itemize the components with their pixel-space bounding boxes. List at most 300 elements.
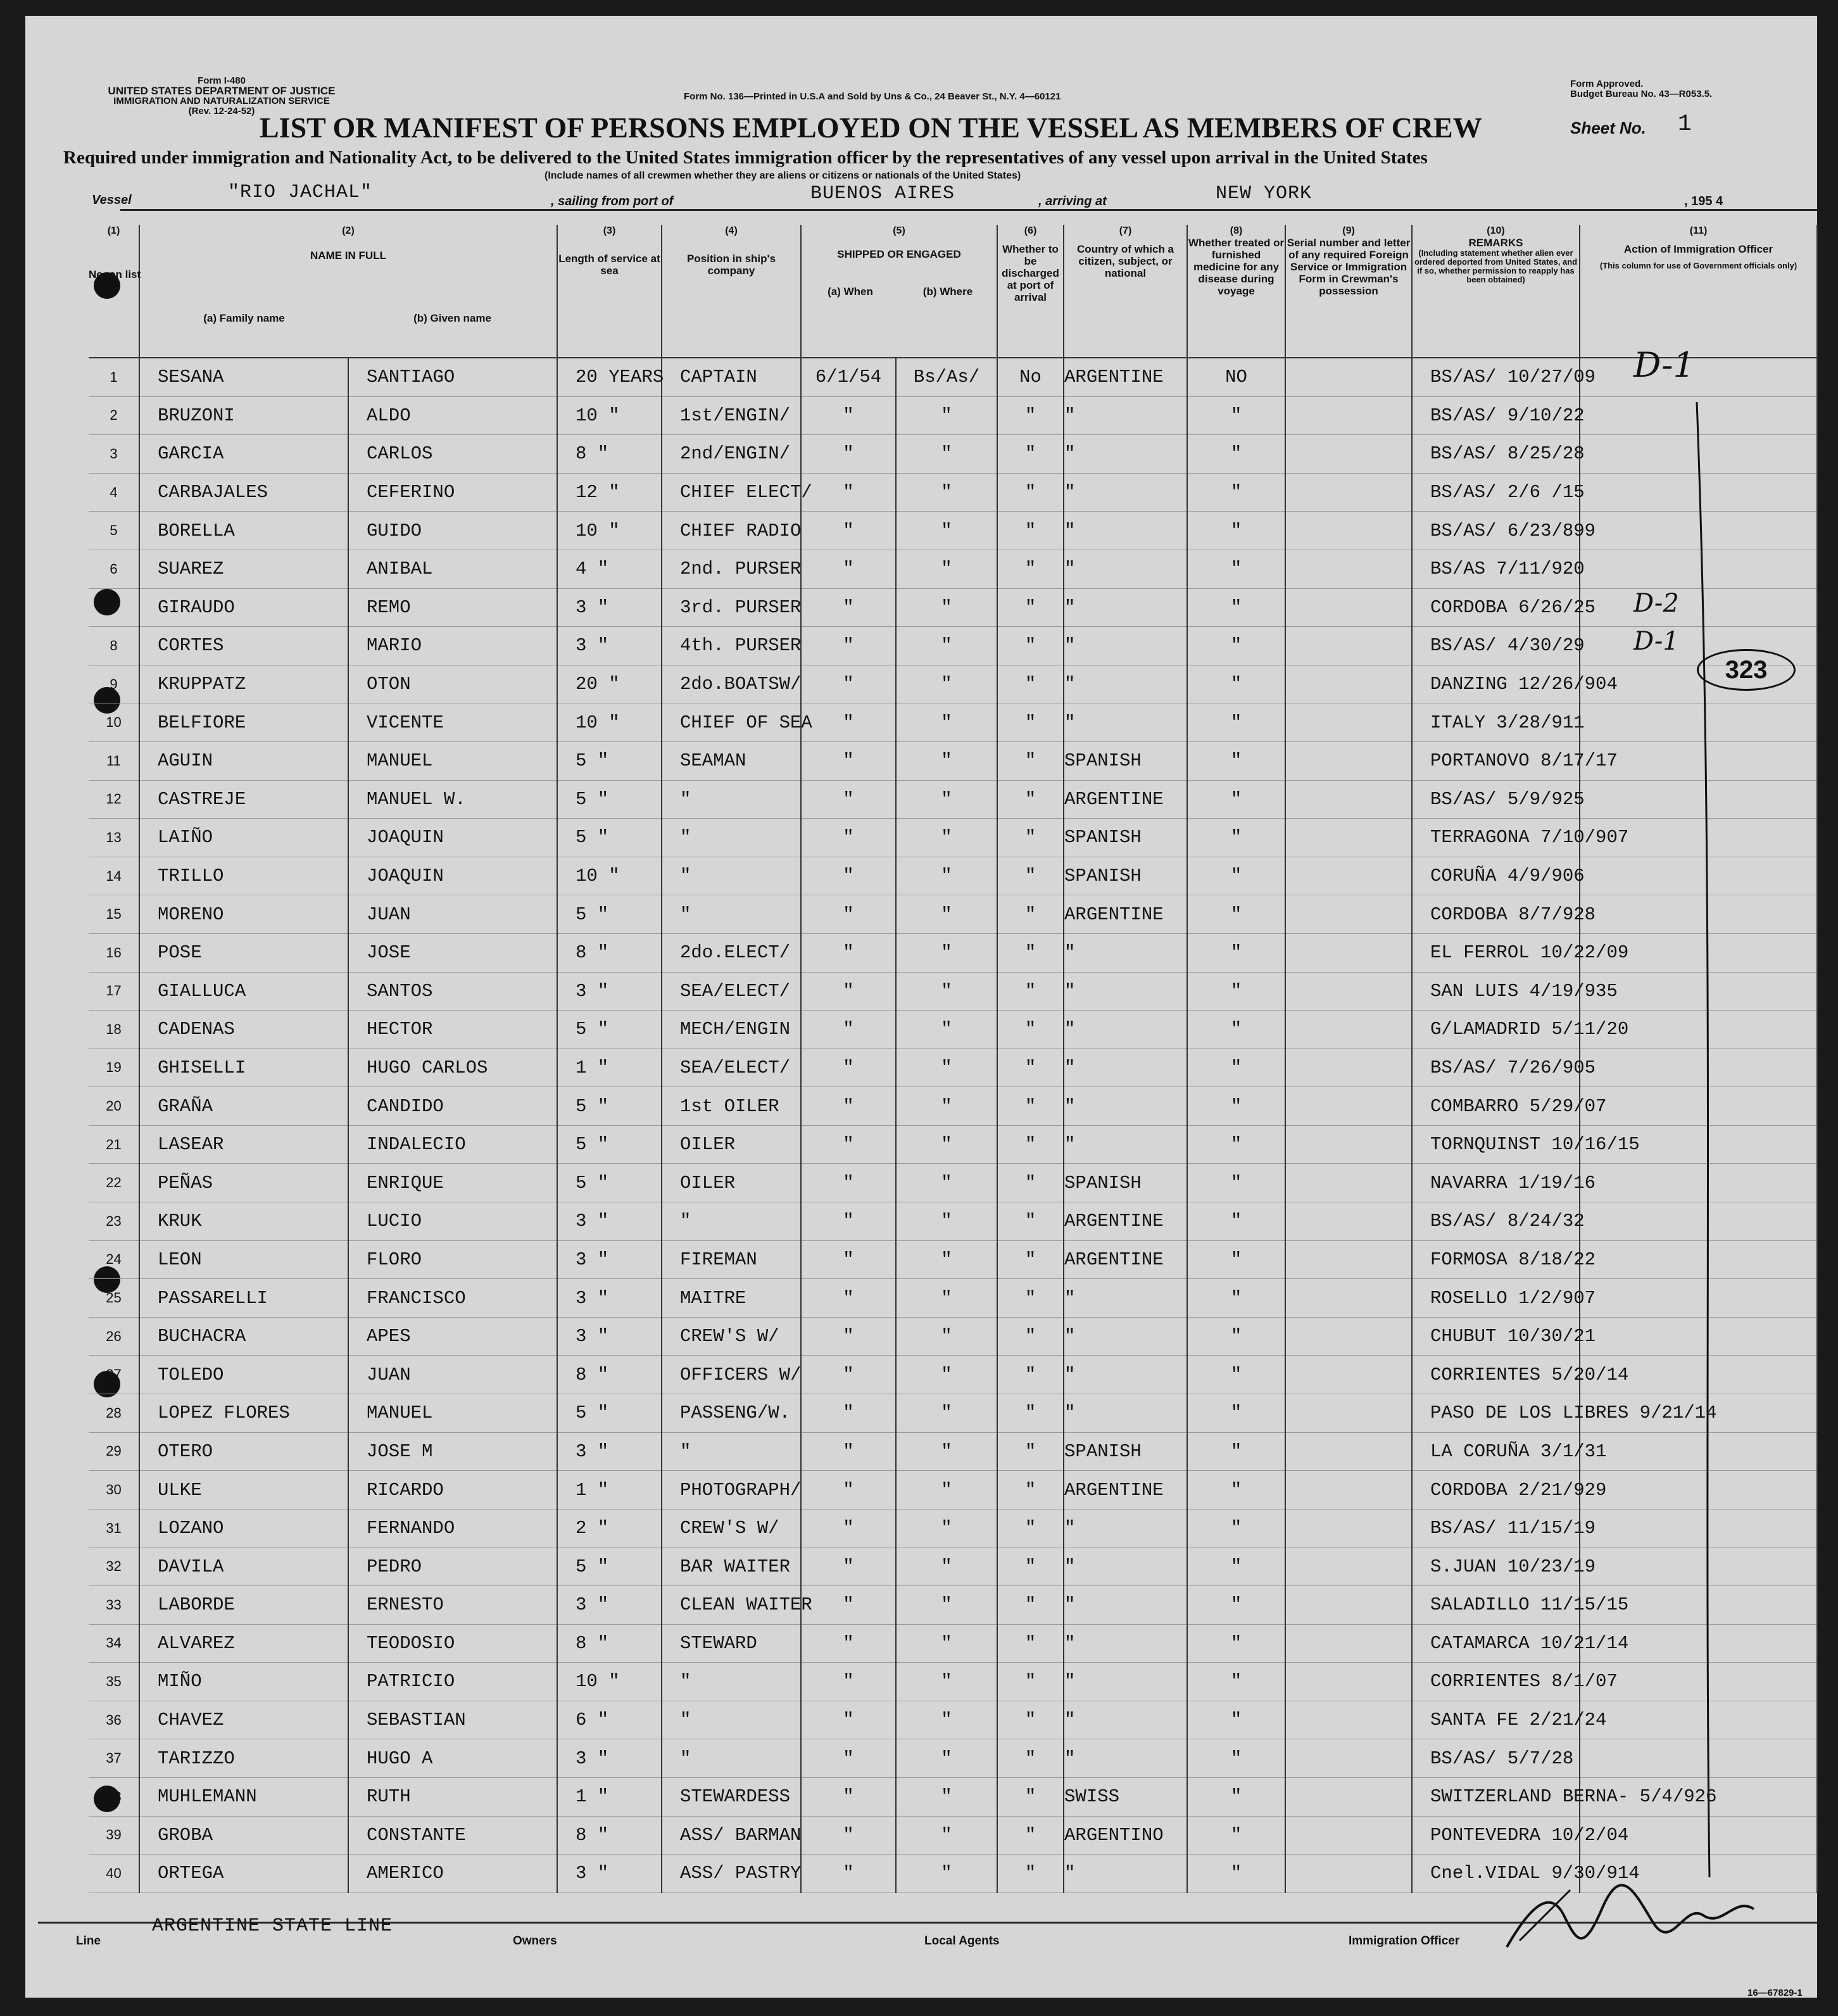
given-name: TEODOSIO [348,1624,557,1663]
table-row [89,1279,1817,1318]
discharged: " [997,1739,1064,1778]
table-row [89,1394,1817,1433]
serial-number [1285,1202,1412,1241]
remarks: BS/AS/ 7/26/905 [1412,1049,1580,1087]
serial-number [1285,1739,1412,1778]
serial-number [1285,665,1412,703]
sailing-label: , sailing from port of [551,194,674,208]
medicine: " [1187,972,1285,1011]
length-of-service: 5 " [557,1125,662,1164]
medicine: " [1187,1394,1285,1433]
shipped-when: " [801,1087,896,1126]
when-header: (a) When [828,286,873,298]
table-row [89,933,1817,972]
medicine: " [1187,1279,1285,1318]
given-name: HUGO CARLOS [348,1049,557,1087]
shipped-when: " [801,1855,896,1893]
country: " [1064,512,1187,550]
remarks: PASO DE LOS LIBRES 9/21/14 [1412,1394,1580,1433]
table-row [89,1663,1817,1701]
discharged: " [997,396,1064,435]
discharged: " [997,550,1064,588]
table-row [89,1317,1817,1356]
length-of-service: 6 " [557,1701,662,1739]
position: PHOTOGRAPH/ [662,1471,801,1509]
row-number: 11 [89,741,139,780]
discharged: " [997,1240,1064,1279]
shipped-where: " [896,895,997,934]
remarks: PONTEVEDRA 10/2/04 [1412,1816,1580,1855]
length-of-service: 8 " [557,435,662,474]
position: CHIEF ELECT/ [662,473,801,512]
medicine: " [1187,396,1285,435]
position: CHIEF OF SEA [662,703,801,742]
table-row [89,703,1817,742]
table-row [89,972,1817,1011]
officer-action [1580,358,1817,396]
shipped-when: " [801,1739,896,1778]
country: SPANISH [1064,741,1187,780]
family-name: GRAÑA [139,1087,348,1126]
medicine: " [1187,1777,1285,1816]
position: MECH/ENGIN [662,1011,801,1049]
shipped-when: " [801,512,896,550]
serial-number [1285,895,1412,934]
remarks: BS/AS/ 8/24/32 [1412,1202,1580,1241]
shipped-where: " [896,1624,997,1663]
medicine: " [1187,1356,1285,1394]
medicine: " [1187,1087,1285,1126]
form-approval [1570,79,1712,99]
given-name: PEDRO [348,1547,557,1586]
shipped-where: " [896,741,997,780]
col-header-country: (7) Country of which a citizen, subject, or national [1064,225,1187,358]
row-number: 12 [89,780,139,819]
discharged: " [997,1624,1064,1663]
length-of-service: 10 " [557,703,662,742]
table-row [89,1586,1817,1625]
country: ARGENTINE [1064,780,1187,819]
shipped-where: " [896,1777,997,1816]
given-name: MANUEL [348,741,557,780]
shipped-when: " [801,1202,896,1241]
row-number: 9 [89,665,139,703]
table-row [89,780,1817,819]
length-of-service: 5 " [557,1394,662,1433]
length-of-service: 5 " [557,1164,662,1202]
given-name: RICARDO [348,1471,557,1509]
position: 2do.BOATSW/ [662,665,801,703]
remarks: ROSELLO 1/2/907 [1412,1279,1580,1318]
row-number: 17 [89,972,139,1011]
vessel-year: , 195 4 [1684,194,1723,208]
shipped-where: " [896,1586,997,1625]
shipped-when: " [801,1663,896,1701]
given-name: REMO [348,588,557,627]
medicine: " [1187,933,1285,972]
serial-number [1285,857,1412,895]
row-number: 28 [89,1394,139,1433]
where-header: (b) Where [922,286,973,298]
given-name: SANTOS [348,972,557,1011]
serial-number [1285,972,1412,1011]
remarks: CORDOBA 8/7/928 [1412,895,1580,934]
position: 2nd. PURSER [662,550,801,588]
remarks: BS/AS/ 10/27/09 [1412,358,1580,396]
given-name: ERNESTO [348,1586,557,1625]
length-of-service: 5 " [557,741,662,780]
row-number: 24 [89,1240,139,1279]
family-name: BORELLA [139,512,348,550]
position: OILER [662,1125,801,1164]
table-row [89,396,1817,435]
position: FIREMAN [662,1240,801,1279]
remarks: S.JUAN 10/23/19 [1412,1547,1580,1586]
row-number: 10 [89,703,139,742]
medicine: " [1187,1317,1285,1356]
serial-number [1285,1011,1412,1049]
row-number: 19 [89,1049,139,1087]
shipped-when: " [801,1471,896,1509]
country: SPANISH [1064,1432,1187,1471]
medicine: " [1187,857,1285,895]
row-number: 34 [89,1624,139,1663]
length-of-service: 3 " [557,1317,662,1356]
table-row [89,1547,1817,1586]
serial-number [1285,1586,1412,1625]
shipped-where: " [896,1509,997,1547]
length-of-service: 8 " [557,933,662,972]
position: SEA/ELECT/ [662,1049,801,1087]
table-row [89,1202,1817,1241]
position: " [662,1739,801,1778]
discharged: " [997,1777,1064,1816]
row-number: 16 [89,933,139,972]
shipped-when: " [801,1049,896,1087]
manifest-page [25,16,1817,1998]
serial-number [1285,1049,1412,1087]
serial-number [1285,627,1412,665]
country: SPANISH [1064,857,1187,895]
position: " [662,1663,801,1701]
length-of-service: 3 " [557,588,662,627]
serial-number [1285,741,1412,780]
row-number: 32 [89,1547,139,1586]
serial-number [1285,1279,1412,1318]
length-of-service: 1 " [557,1777,662,1816]
table-row [89,358,1817,396]
serial-number [1285,1663,1412,1701]
required-text: Required under immigration and Nationality Act, to be delivered to the United States immigration officer by the representatives of any vessel upon arrival in the United States [63,148,1428,168]
length-of-service: 1 " [557,1471,662,1509]
serial-number [1285,1240,1412,1279]
country: SPANISH [1064,1164,1187,1202]
table-row [89,1087,1817,1126]
family-name: OTERO [139,1432,348,1471]
country: " [1064,1317,1187,1356]
position: 1st/ENGIN/ [662,396,801,435]
country: " [1064,396,1187,435]
shipped-where: " [896,1279,997,1318]
col-header-medicine: (8) Whether treated or furnished medicine for any disease during voyage [1187,225,1285,358]
discharged: " [997,1855,1064,1893]
shipped-where: " [896,588,997,627]
position: CREW'S W/ [662,1509,801,1547]
serial-number [1285,1394,1412,1433]
remarks: BS/AS/ 5/7/28 [1412,1739,1580,1778]
family-name: ALVAREZ [139,1624,348,1663]
table-row [89,627,1817,665]
family-name: SESANA [139,358,348,396]
table-row [89,1011,1817,1049]
row-number: 2 [89,396,139,435]
departure-port: BUENOS AIRES [810,183,955,205]
line-label: Line [76,1934,101,1948]
row-number: 7 [89,588,139,627]
row-number: 25 [89,1279,139,1318]
country: " [1064,1509,1187,1547]
given-name: CEFERINO [348,473,557,512]
position: MAITRE [662,1279,801,1318]
position: STEWARDESS [662,1777,801,1816]
row-number: 15 [89,895,139,934]
local-agents-label: Local Agents [924,1934,1000,1948]
discharged: " [997,780,1064,819]
remarks: NAVARRA 1/19/16 [1412,1164,1580,1202]
col-header-no: (1) No. on list [89,225,139,358]
vessel-label: Vessel [92,193,132,207]
serial-number [1285,1125,1412,1164]
table-row [89,1125,1817,1164]
col-header-discharged: (6) Whether to be discharged at port of arrival [997,225,1064,358]
medicine: " [1187,1663,1285,1701]
discharged: " [997,1164,1064,1202]
country: " [1064,1279,1187,1318]
table-row [89,1739,1817,1778]
country: " [1064,1087,1187,1126]
family-name: AGUIN [139,741,348,780]
shipped-when: " [801,1240,896,1279]
shipped-when: " [801,1816,896,1855]
length-of-service: 10 " [557,512,662,550]
family-name: LABORDE [139,1586,348,1625]
family-name: CARBAJALES [139,473,348,512]
table-row [89,895,1817,934]
row-number: 38 [89,1777,139,1816]
family-name: LAIÑO [139,819,348,857]
given-name: APES [348,1317,557,1356]
position: STEWARD [662,1624,801,1663]
family-name: ORTEGA [139,1855,348,1893]
medicine: " [1187,1547,1285,1586]
shipped-where: " [896,1087,997,1126]
country: ARGENTINO [1064,1816,1187,1855]
remarks: BS/AS/ 5/9/925 [1412,780,1580,819]
country: " [1064,435,1187,474]
length-of-service: 10 " [557,396,662,435]
length-of-service: 3 " [557,1739,662,1778]
medicine: " [1187,627,1285,665]
shipped-where: " [896,1049,997,1087]
shipped-where: " [896,1855,997,1893]
length-of-service: 1 " [557,1049,662,1087]
shipped-where: " [896,550,997,588]
given-name: CARLOS [348,435,557,474]
position: " [662,895,801,934]
serial-number [1285,396,1412,435]
shipped-where: " [896,972,997,1011]
revision: (Rev. 12-24-52) [188,106,255,117]
remarks: EL FERROL 10/22/09 [1412,933,1580,972]
form-code: 16—67829-1 [1747,1988,1803,1998]
col-header-shipped: (5) SHIPPED OR ENGAGED (a) When (b) Where [801,225,997,358]
position: 2nd/ENGIN/ [662,435,801,474]
position: ASS/ BARMAN [662,1816,801,1855]
row-number: 18 [89,1011,139,1049]
medicine: " [1187,1471,1285,1509]
shipped-when: " [801,1547,896,1586]
discharged: " [997,435,1064,474]
shipped-where: " [896,1739,997,1778]
remarks: CATAMARCA 10/21/14 [1412,1624,1580,1663]
shipped-where: " [896,627,997,665]
remarks: SAN LUIS 4/19/935 [1412,972,1580,1011]
table-row [89,1049,1817,1087]
shipped-when: " [801,1394,896,1433]
country: " [1064,703,1187,742]
discharged: No [997,358,1064,396]
shipped-when: " [801,1317,896,1356]
remarks: CORDOBA 2/21/929 [1412,1471,1580,1509]
given-name: OTON [348,665,557,703]
medicine: " [1187,1816,1285,1855]
discharged: " [997,857,1064,895]
given-name: ANIBAL [348,550,557,588]
officer-signature [1494,1877,1760,1960]
given-name-header: (b) Given name [413,312,491,324]
serial-number [1285,473,1412,512]
family-name: GARCIA [139,435,348,474]
remarks: CORDOBA 6/26/25 [1412,588,1580,627]
shipped-where: Bs/As/ [896,358,997,396]
length-of-service: 5 " [557,895,662,934]
remarks: G/LAMADRID 5/11/20 [1412,1011,1580,1049]
shipped-when: " [801,895,896,934]
position: OILER [662,1164,801,1202]
medicine: " [1187,665,1285,703]
table-row [89,1624,1817,1663]
medicine: " [1187,1739,1285,1778]
serial-number [1285,1317,1412,1356]
row-number: 6 [89,550,139,588]
table-row [89,512,1817,550]
medicine: " [1187,1624,1285,1663]
agency: UNITED STATES DEPARTMENT OF JUSTICE [108,85,336,97]
shipped-when: " [801,473,896,512]
given-name: JUAN [348,895,557,934]
table-row [89,1356,1817,1394]
remarks: CHUBUT 10/30/21 [1412,1317,1580,1356]
family-name: KRUK [139,1202,348,1241]
length-of-service: 3 " [557,1240,662,1279]
remarks: CORRIENTES 5/20/14 [1412,1356,1580,1394]
remarks: SALADILLO 11/15/15 [1412,1586,1580,1625]
serial-number [1285,819,1412,857]
shipped-when: " [801,1279,896,1318]
country: " [1064,1011,1187,1049]
discharged: " [997,972,1064,1011]
shipped-when: " [801,819,896,857]
table-row [89,1432,1817,1471]
position: 4th. PURSER [662,627,801,665]
family-name: BELFIORE [139,703,348,742]
shipped-when: " [801,1624,896,1663]
discharged: " [997,1011,1064,1049]
row-number: 8 [89,627,139,665]
length-of-service: 3 " [557,1432,662,1471]
serial-number [1285,1356,1412,1394]
medicine: " [1187,1125,1285,1164]
row-number: 33 [89,1586,139,1625]
shipped-when: " [801,972,896,1011]
discharged: " [997,819,1064,857]
shipped-when: " [801,588,896,627]
table-row [89,1509,1817,1547]
country: ARGENTINE [1064,1240,1187,1279]
row-number: 4 [89,473,139,512]
row-number: 22 [89,1164,139,1202]
medicine: " [1187,1701,1285,1739]
remarks: TORNQUINST 10/16/15 [1412,1125,1580,1164]
medicine: " [1187,703,1285,742]
row-number: 23 [89,1202,139,1241]
length-of-service: 3 " [557,1279,662,1318]
position: " [662,780,801,819]
header-rule [120,209,1817,211]
country: " [1064,1547,1187,1586]
discharged: " [997,1087,1064,1126]
shipped-where: " [896,1240,997,1279]
include-note: (Include names of all crewmen whether they are aliens or citizens or nationals of the United States) [544,170,1021,181]
row-number: 31 [89,1509,139,1547]
discharged: " [997,703,1064,742]
row-number: 37 [89,1739,139,1778]
medicine: " [1187,1049,1285,1087]
family-name: BUCHACRA [139,1317,348,1356]
medicine: " [1187,512,1285,550]
discharged: " [997,1356,1064,1394]
medicine: NO [1187,358,1285,396]
family-name: KRUPPATZ [139,665,348,703]
country: " [1064,1624,1187,1663]
remarks: ITALY 3/28/911 [1412,703,1580,742]
row-number: 29 [89,1432,139,1471]
family-name: SUAREZ [139,550,348,588]
shipped-where: " [896,1701,997,1739]
position: SEAMAN [662,741,801,780]
col-header-remarks: (10) REMARKS (Including statement whether alien ever ordered deported from United States, and if so, whether permission to reapply has been obtained) [1412,225,1580,358]
given-name: VICENTE [348,703,557,742]
shipped-when: " [801,1125,896,1164]
serial-number [1285,933,1412,972]
shipped-when: " [801,1164,896,1202]
remarks: TERRAGONA 7/10/907 [1412,819,1580,857]
serial-number [1285,1624,1412,1663]
shipped-where: " [896,703,997,742]
length-of-service: 8 " [557,1816,662,1855]
serial-number [1285,1432,1412,1471]
owners-label: Owners [513,1934,557,1948]
